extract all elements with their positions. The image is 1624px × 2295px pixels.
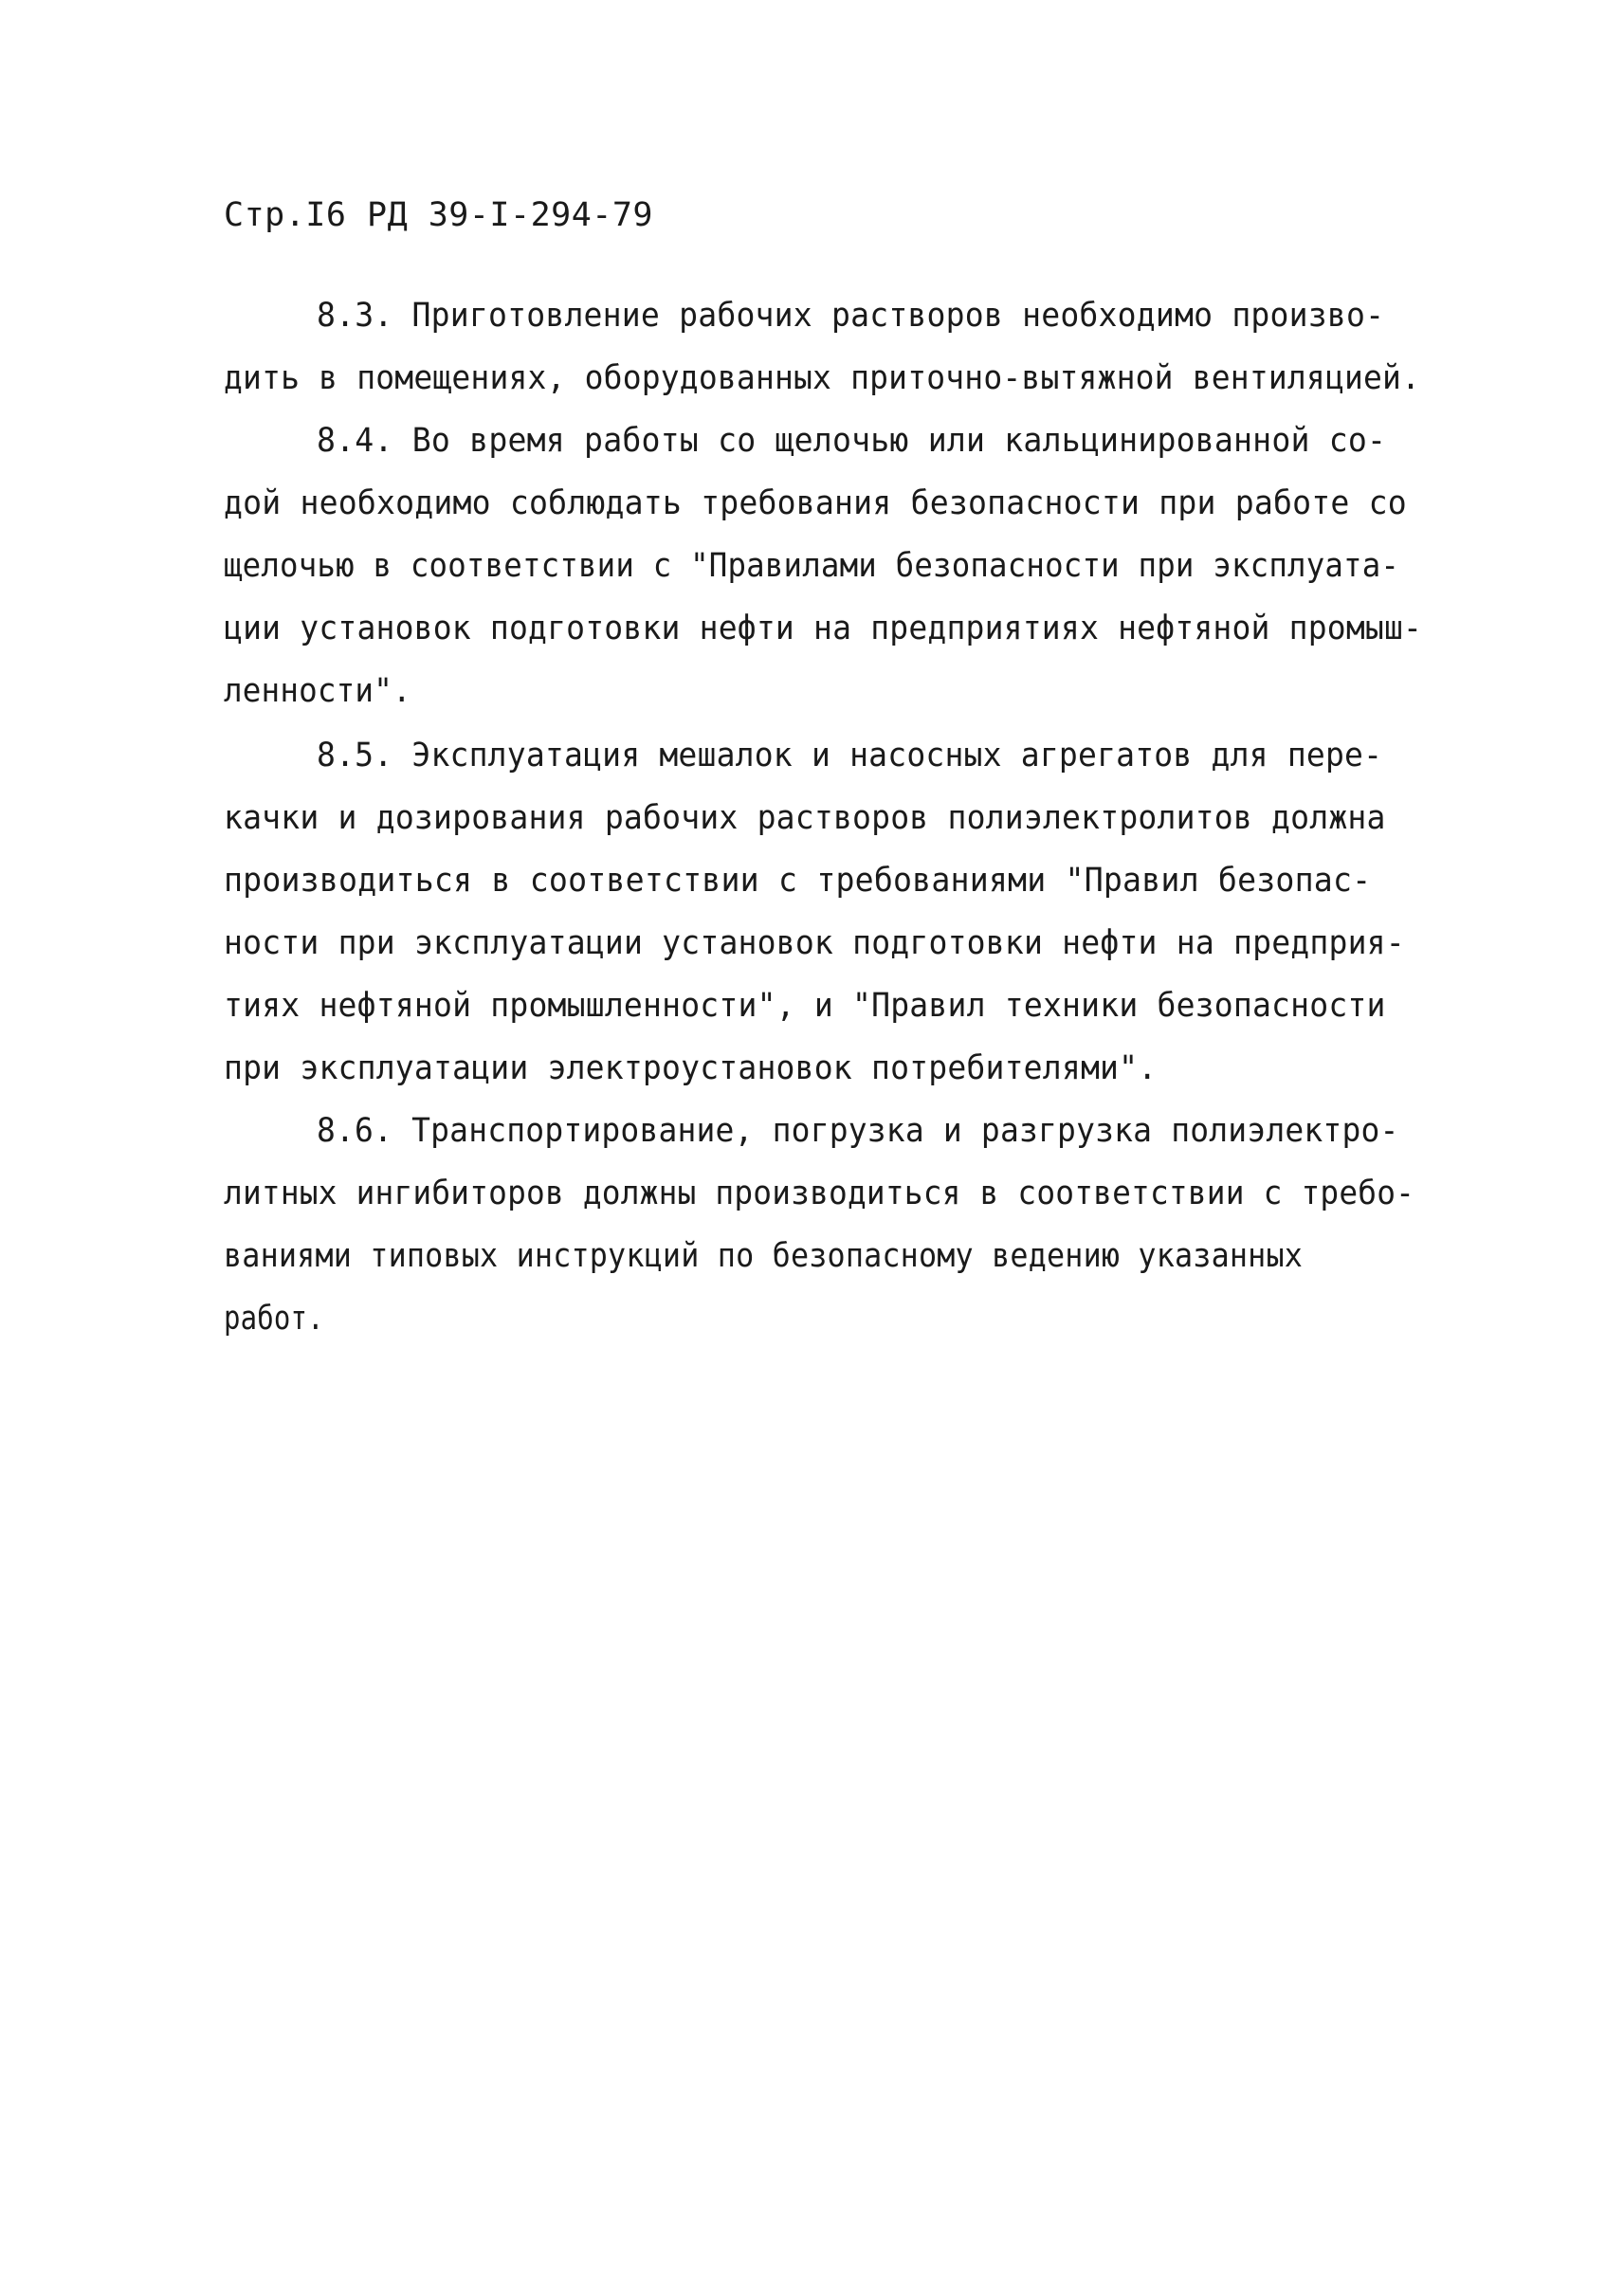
paragraph-8-3-line-1: 8.3. Приготовление рабочих растворов необходимо произво-: [317, 297, 1385, 335]
paragraph-8-6-line-4: работ.: [224, 1300, 324, 1338]
paragraph-8-5-line-4: ности при эксплуатации установок подготовки нефти на предприя-: [224, 924, 1405, 962]
paragraph-8-6-line-2: литных ингибиторов должны производиться в соответствии с требо-: [224, 1175, 1415, 1212]
paragraph-8-4-line-1: 8.4. Во время работы со щелочью или кальцинированной со-: [317, 422, 1387, 460]
paragraph-8-6-line-3: ваниями типовых инструкций по безопасному ведению указанных: [224, 1237, 1304, 1275]
paragraph-8-5-line-6: при эксплуатации электроустановок потребителями".: [224, 1049, 1158, 1087]
page-header: Стр.I6 РД 39-I-294-79: [224, 196, 654, 234]
paragraph-8-4-line-2: дой необходимо соблюдать требования безопасности при работе со: [224, 484, 1407, 522]
paragraph-8-6-line-1: 8.6. Транспортирование, погрузка и разгрузка полиэлектро-: [317, 1112, 1399, 1150]
paragraph-8-3-line-2: дить в помещениях, оборудованных приточно-вытяжной вентиляцией.: [224, 359, 1421, 397]
paragraph-8-5-line-2: качки и дозирования рабочих растворов полиэлектролитов должна: [224, 799, 1386, 837]
paragraph-8-5-line-1: 8.5. Эксплуатация мешалок и насосных агрегатов для пере-: [317, 737, 1383, 774]
paragraph-8-4-line-4: ции установок подготовки нефти на предприятиях нефтяной промыш-: [224, 610, 1423, 647]
paragraph-8-4-line-5: ленности".: [224, 672, 411, 710]
paragraph-8-5-line-3: производиться в соответствии с требованиями "Правил безопас-: [224, 862, 1372, 900]
paragraph-8-4-line-3: щелочью в соответствии с "Правилами безопасности при эксплуата-: [224, 547, 1400, 585]
paragraph-8-5-line-5: тиях нефтяной промышленности", и "Правил техники безопасности: [224, 987, 1386, 1025]
